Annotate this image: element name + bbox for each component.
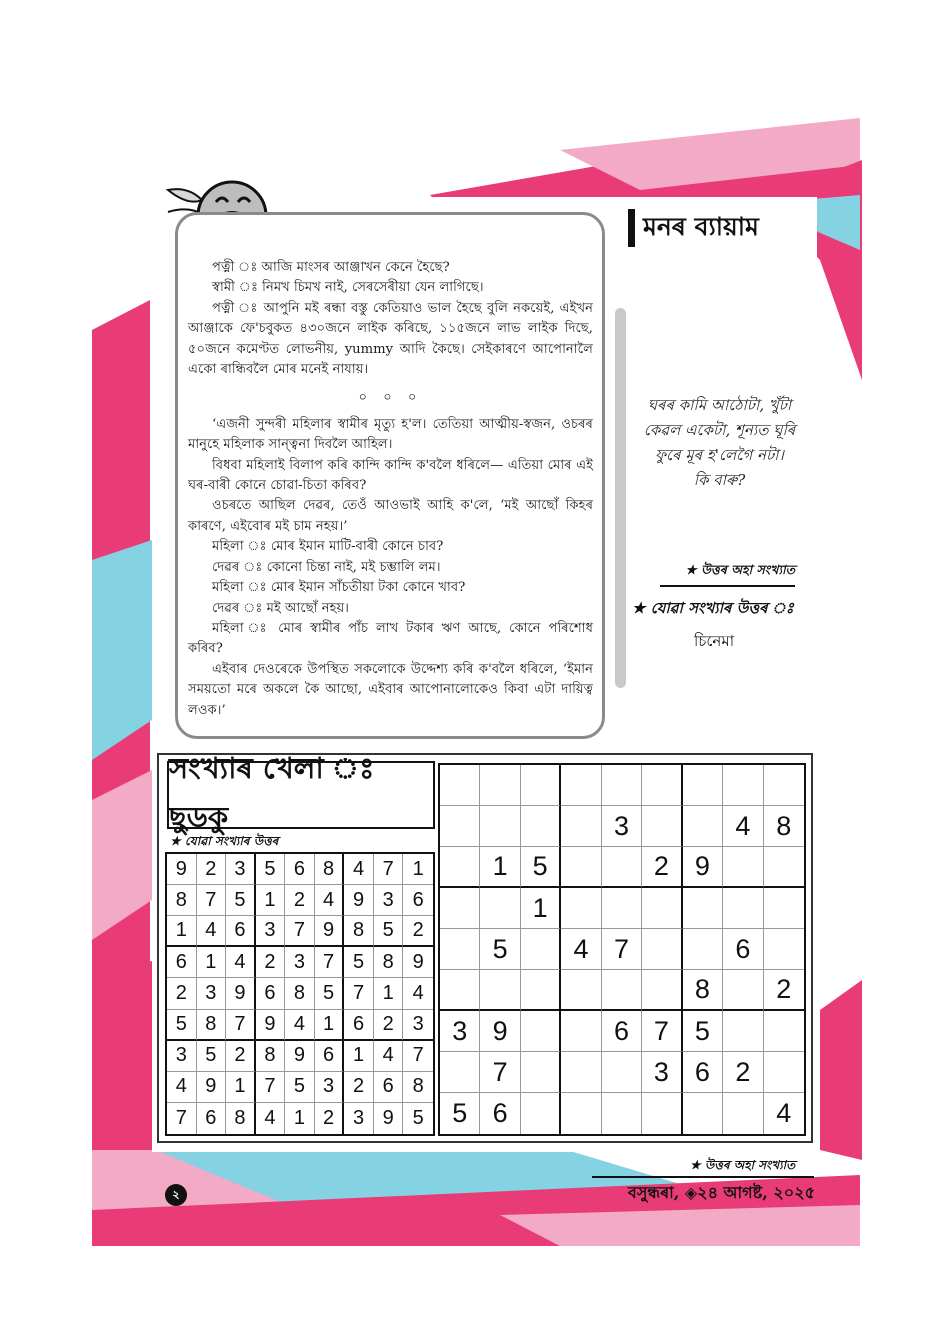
- page-number: ২: [165, 1184, 187, 1206]
- puzzle-cell: 5: [683, 1011, 723, 1052]
- section-title-text: মনৰ ব্যায়াম: [643, 211, 759, 241]
- puzzle-cell: [521, 1052, 561, 1093]
- solution-cell: 2: [403, 916, 433, 947]
- puzzle-cell: 5: [480, 929, 520, 970]
- solution-cell: 3: [374, 885, 404, 916]
- solution-cell: 5: [226, 885, 256, 916]
- puzzle-cell: [723, 1093, 763, 1134]
- answer-next-issue-note: ★ উত্তৰ অহা সংখ্যাত: [660, 562, 795, 587]
- solution-cell: 4: [344, 854, 374, 885]
- joke-line: মহিলা ঃ মোৰ ইমান মাটি-বাৰী কোনে চাব?: [212, 539, 444, 555]
- puzzle-cell: 7: [602, 929, 642, 970]
- joke-line: দেৱৰ ঃ কোনো চিন্তা নাই, মই চম্ভালি লম।: [212, 559, 441, 575]
- solution-cell: 6: [256, 978, 286, 1009]
- puzzle-cell: [642, 1093, 682, 1134]
- puzzle-cell: [440, 806, 480, 847]
- joke-separator: ০ ০ ০: [358, 390, 423, 406]
- solution-cell: 3: [167, 1041, 197, 1072]
- solution-cell: 4: [256, 1103, 286, 1134]
- publication-line: বসুন্ধৰা, ◈২৪ আগষ্ট, ২০২৫: [627, 1183, 815, 1202]
- solution-cell: 8: [197, 1010, 227, 1041]
- puzzle-cell: [683, 765, 723, 806]
- puzzle-cell: [440, 888, 480, 929]
- solution-cell: 5: [412, 1106, 424, 1129]
- joke-line: মহিলা ঃ মোৰ ইমান সাঁচতীয়া টকা কোনে খাব?: [212, 580, 466, 596]
- solution-cell: 3: [285, 947, 315, 978]
- solution-cell: 8: [285, 978, 315, 1009]
- riddle: [632, 393, 807, 493]
- solution-cell: 5: [285, 1072, 315, 1103]
- solution-cell: 7: [197, 885, 227, 916]
- solution-cell: 2: [197, 854, 227, 885]
- puzzle-cell: [723, 888, 763, 929]
- solution-cell: 2: [344, 1072, 374, 1103]
- solution-cell: 5: [315, 978, 345, 1009]
- solution-cell: 9: [403, 947, 433, 978]
- previous-solution-grid: [165, 852, 435, 1136]
- solution-cell: 8: [374, 947, 404, 978]
- puzzle-cell: 6: [683, 1052, 723, 1093]
- puzzle-cell: [440, 847, 480, 888]
- solution-cell: 7: [285, 916, 315, 947]
- joke-line: পত্নী ঃ আপুনি মই ৰন্ধা বস্তু কেতিয়াও ভাল হৈছে বুলি নকয়েই, এইখন আঞ্জাকে ফে'চবুকত ৪৩০জনে লাইক কৰিছে, ১১৫জনে লাভ লাইক দিছে, ৫০জনে কমেণ্টত লোভনীয়, yummy আদি কৈছে। সেইকাৰণে আপোনালৈ একো ৰান্ধিবলৈ মোৰ মনেই নাযায়।: [188, 300, 593, 378]
- solution-cell: 9: [226, 978, 256, 1009]
- puzzle-cell: 3: [440, 1011, 480, 1052]
- solution-cell: 5: [197, 1041, 227, 1072]
- joke-line: ওচৰতে আছিল দেৱৰ, তেওঁ আওভাই আহি ক'লে, ‘মই আছোঁ কিহৰ কাৰণে, এইবোৰ মই চাম নহয়।’: [188, 498, 593, 534]
- joke-line: বিধবা মহিলাই বিলাপ কৰি কান্দি কান্দি ক'বলৈ ধৰিলে— এতিয়া মোৰ এই ঘৰ-বাৰী কোনে চোৱা-চিতা কৰিব?: [188, 457, 593, 494]
- puzzle-cell: 6: [723, 929, 763, 970]
- puzzle-cell: [561, 1052, 601, 1093]
- solution-cell: 3: [403, 1010, 433, 1041]
- puzzle-cell: [642, 888, 682, 929]
- solution-cell: 6: [403, 885, 433, 916]
- puzzle-cell: 7: [642, 1011, 682, 1052]
- puzzle-cell: 2: [723, 1052, 763, 1093]
- solution-cell: 7: [315, 947, 345, 978]
- solution-cell: 1: [167, 916, 197, 947]
- solution-cell: 7: [403, 1041, 433, 1072]
- puzzle-cell: [440, 929, 480, 970]
- solution-cell: 6: [197, 1103, 227, 1134]
- solution-cell: 3: [344, 1103, 374, 1134]
- solution-cell: 4: [374, 1041, 404, 1072]
- puzzle-cell: [602, 847, 642, 888]
- puzzle-cell: 1: [521, 888, 561, 929]
- sudoku-title: সংখ্যাৰ খেলা ঃ ছুডকু: [167, 761, 435, 829]
- solution-cell: 9: [315, 916, 345, 947]
- solution-cell: 4: [167, 1072, 197, 1103]
- puzzle-cell: [723, 765, 763, 806]
- puzzle-cell: 7: [480, 1052, 520, 1093]
- solution-cell: 1: [256, 885, 286, 916]
- solution-cell: 8: [344, 916, 374, 947]
- joke-line: পত্নী ঃ আজি মাংসৰ আঞ্জাখন কেনে হৈছে?: [212, 260, 450, 275]
- puzzle-cell: 3: [642, 1052, 682, 1093]
- puzzle-cell: [521, 1093, 561, 1134]
- puzzle-cell: [642, 806, 682, 847]
- puzzle-cell: 5: [440, 1093, 480, 1134]
- previous-answer-label: ★ যোৱা সংখ্যাৰ উত্তৰ ঃ: [632, 599, 794, 617]
- solution-cell: 6: [315, 1041, 345, 1072]
- footer-rule: [592, 1176, 814, 1178]
- solution-cell: 9: [197, 1072, 227, 1103]
- solution-cell: 3: [256, 916, 286, 947]
- divider-strip: [615, 308, 626, 688]
- joke-line: স্বামী ঃ নিমখ চিমখ নাই, সেৰসেৰীয়া যেন লাগিছে।: [212, 280, 484, 296]
- solution-cell: 3: [197, 978, 227, 1009]
- riddle-line: ফুৰে মূৰ হ'লেগৈ নটা।: [655, 446, 784, 464]
- solution-cell: 7: [344, 978, 374, 1009]
- joke-line: মহিলা ঃ মোৰ স্বামীৰ পাঁচ লাখ টকাৰ ঋণ আছে, কোনে পৰিশোধ কৰিব?: [188, 620, 593, 657]
- puzzle-cell: [683, 1093, 723, 1134]
- puzzle-cell: 8: [764, 806, 804, 847]
- riddle-line: কি বাৰু?: [693, 471, 746, 489]
- puzzle-cell: [642, 929, 682, 970]
- solution-cell: 3: [226, 854, 256, 885]
- puzzle-cell: [440, 970, 480, 1011]
- solution-cell: 5: [256, 854, 286, 885]
- puzzle-cell: [480, 765, 520, 806]
- puzzle-cell: [764, 888, 804, 929]
- puzzle-cell: [723, 970, 763, 1011]
- solution-cell: 8: [403, 1072, 433, 1103]
- solution-cell: 1: [315, 1010, 345, 1041]
- puzzle-cell: [561, 765, 601, 806]
- solution-cell: 7: [167, 1103, 197, 1134]
- puzzle-cell: [602, 765, 642, 806]
- solution-cell: 2: [226, 1041, 256, 1072]
- puzzle-cell: [521, 806, 561, 847]
- puzzle-cell: 3: [602, 806, 642, 847]
- solution-cell: 5: [344, 947, 374, 978]
- puzzle-cell: 1: [480, 847, 520, 888]
- previous-answer: চিনেমা: [694, 632, 735, 650]
- puzzle-cell: [764, 1052, 804, 1093]
- solution-cell: 1: [226, 1072, 256, 1103]
- puzzle-cell: 4: [776, 1098, 792, 1128]
- footer-answer-note: ★ উত্তৰ অহা সংখ্যাত: [690, 1158, 796, 1172]
- solution-cell: 1: [285, 1103, 315, 1134]
- solution-cell: 4: [315, 885, 345, 916]
- riddle-line: কেৱল একেটা, শূন্যত ঘূৰি: [643, 421, 796, 439]
- puzzle-cell: [764, 765, 804, 806]
- puzzle-cell: [521, 1011, 561, 1052]
- riddle-line: ঘৰৰ কামি আঠোটা, খুঁটা: [647, 396, 792, 414]
- puzzle-cell: [561, 806, 601, 847]
- puzzle-cell: 2: [764, 970, 804, 1011]
- puzzle-cell: [602, 970, 642, 1011]
- solution-cell: 7: [256, 1072, 286, 1103]
- puzzle-cell: 5: [521, 847, 561, 888]
- previous-solution-label: ★ যোৱা সংখ্যাৰ উত্তৰ: [170, 834, 279, 848]
- puzzle-cell: [480, 970, 520, 1011]
- solution-cell: 2: [167, 978, 197, 1009]
- puzzle-cell: 6: [602, 1011, 642, 1052]
- solution-cell: 9: [285, 1041, 315, 1072]
- puzzle-cell: 9: [480, 1011, 520, 1052]
- puzzle-cell: [561, 847, 601, 888]
- puzzle-cell: [561, 1093, 601, 1134]
- puzzle-cell: [764, 1011, 804, 1052]
- solution-cell: 3: [315, 1072, 345, 1103]
- puzzle-cell: [683, 929, 723, 970]
- puzzle-cell: 4: [723, 806, 763, 847]
- solution-cell: 8: [167, 885, 197, 916]
- solution-cell: 7: [226, 1010, 256, 1041]
- puzzle-cell: 9: [683, 847, 723, 888]
- solution-cell: 9: [344, 885, 374, 916]
- puzzle-cell: 6: [480, 1093, 520, 1134]
- puzzle-cell: [683, 806, 723, 847]
- puzzle-cell: [480, 806, 520, 847]
- puzzle-cell: [764, 929, 804, 970]
- solution-cell: 1: [403, 854, 433, 885]
- solution-cell: 6: [226, 916, 256, 947]
- solution-cell: 5: [374, 916, 404, 947]
- solution-cell: 2: [285, 885, 315, 916]
- solution-cell: 2: [315, 1103, 345, 1134]
- puzzle-cell: [642, 970, 682, 1011]
- puzzle-cell: [642, 765, 682, 806]
- puzzle-cell: [683, 888, 723, 929]
- solution-cell: 4: [226, 947, 256, 978]
- solution-cell: 5: [167, 1010, 197, 1041]
- puzzle-cell: 2: [642, 847, 682, 888]
- solution-cell: 1: [197, 947, 227, 978]
- solution-cell: 9: [374, 1103, 404, 1134]
- puzzle-cell: 4: [561, 929, 601, 970]
- puzzle-cell: 8: [683, 970, 723, 1011]
- puzzle-cell: [521, 929, 561, 970]
- puzzle-cell: [561, 888, 601, 929]
- solution-cell: 9: [256, 1010, 286, 1041]
- puzzle-cell: [440, 765, 480, 806]
- solution-cell: 4: [197, 916, 227, 947]
- solution-cell: 4: [403, 978, 433, 1009]
- solution-cell: 1: [374, 978, 404, 1009]
- joke-line: ‘এজনী সুন্দৰী মহিলাৰ স্বামীৰ মৃত্যু হ'ল। তেতিয়া আত্মীয়-স্বজন, ওচৰৰ মানুহে মহিলাক সান্ত্বনা দিবলৈ আহিল।: [188, 416, 593, 453]
- puzzle-cell: [602, 1052, 642, 1093]
- solution-cell: 1: [344, 1041, 374, 1072]
- solution-cell: 2: [256, 947, 286, 978]
- solution-cell: 6: [374, 1072, 404, 1103]
- title-bar: [628, 209, 635, 247]
- puzzle-cell: [561, 1011, 601, 1052]
- puzzle-cell: [723, 1011, 763, 1052]
- puzzle-cell: [764, 847, 804, 888]
- puzzle-cell: [602, 888, 642, 929]
- joke-line: এইবাৰ দেওৰেকে উপস্থিত সকলোকে উদ্দেশ্য কৰি ক'বলৈ ধৰিলে, ‘ইমান সময়তো মৰে অকলে কৈ আছো, এইবাৰ আপোনালোকেও কিবা এটা দায়িত্ব লওক।’: [188, 661, 593, 718]
- solution-cell: 8: [315, 854, 345, 885]
- joke-line: দেৱৰ ঃ মই আছোঁ নহয়।: [212, 600, 349, 616]
- solution-cell: 2: [374, 1010, 404, 1041]
- puzzle-cell: [521, 765, 561, 806]
- joke-text: [188, 258, 593, 721]
- puzzle-cell: [723, 847, 763, 888]
- solution-cell: 8: [226, 1103, 256, 1134]
- puzzle-cell: [521, 970, 561, 1011]
- puzzle-cell: [602, 1093, 642, 1134]
- solution-cell: 9: [167, 854, 197, 885]
- solution-cell: 4: [285, 1010, 315, 1041]
- solution-cell: 6: [285, 854, 315, 885]
- solution-cell: 7: [374, 854, 404, 885]
- solution-cell: 6: [344, 1010, 374, 1041]
- section-title: [628, 209, 759, 247]
- sudoku-puzzle-grid: [438, 763, 806, 1136]
- solution-cell: 6: [167, 947, 197, 978]
- puzzle-cell: [561, 970, 601, 1011]
- puzzle-cell: [480, 888, 520, 929]
- solution-cell: 8: [256, 1041, 286, 1072]
- puzzle-cell: [440, 1052, 480, 1093]
